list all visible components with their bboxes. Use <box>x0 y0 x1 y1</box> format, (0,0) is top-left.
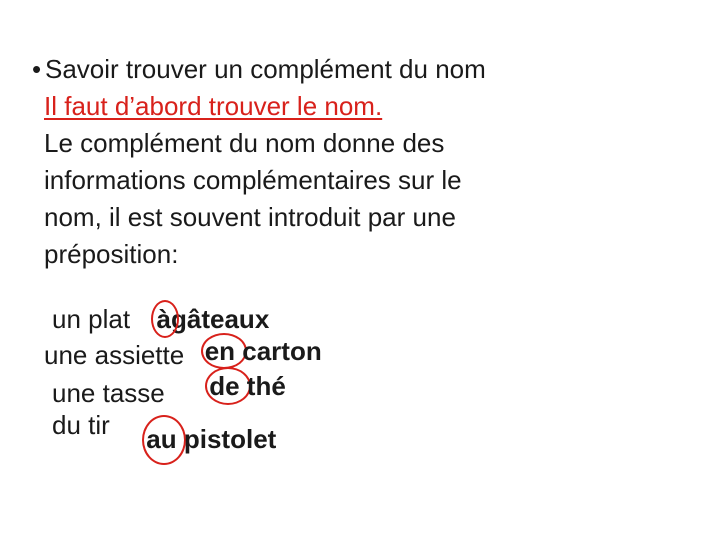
paragraph-line: Le complément du nom donne des <box>44 128 445 158</box>
example-preposition <box>205 336 235 366</box>
example-head: du tir <box>52 410 110 440</box>
example-noun: thé <box>246 371 286 401</box>
preposition-text: de <box>209 371 240 401</box>
paragraph-line: informations complémentaires sur le <box>44 165 462 195</box>
example-noun: pistolet <box>183 424 277 454</box>
paragraph-line: préposition: <box>44 239 179 269</box>
example-preposition <box>146 424 176 454</box>
example-head: un plat <box>52 304 131 334</box>
bullet-icon: • <box>32 54 42 84</box>
preposition-text: au <box>146 424 177 454</box>
example-row <box>44 336 322 370</box>
preposition-text: à <box>156 304 172 334</box>
example-head: une tasse <box>52 378 165 408</box>
bullet-heading <box>32 52 486 86</box>
example-row <box>52 371 286 408</box>
example-row <box>52 410 277 454</box>
example-head: une assiette <box>44 340 185 370</box>
paragraph-line: nom, il est souvent introduit par une <box>44 202 456 232</box>
example-noun: carton <box>242 336 322 366</box>
preposition-text: en <box>204 336 236 366</box>
highlight-sentence: Il faut d’abord trouver le nom. <box>44 91 383 121</box>
example-row <box>52 304 269 334</box>
example-preposition <box>157 304 171 334</box>
example-noun: gâteaux <box>171 304 270 334</box>
bullet-text: Savoir trouver un complément du nom <box>45 54 486 84</box>
example-preposition <box>209 371 239 401</box>
explanation-paragraph <box>44 88 684 273</box>
